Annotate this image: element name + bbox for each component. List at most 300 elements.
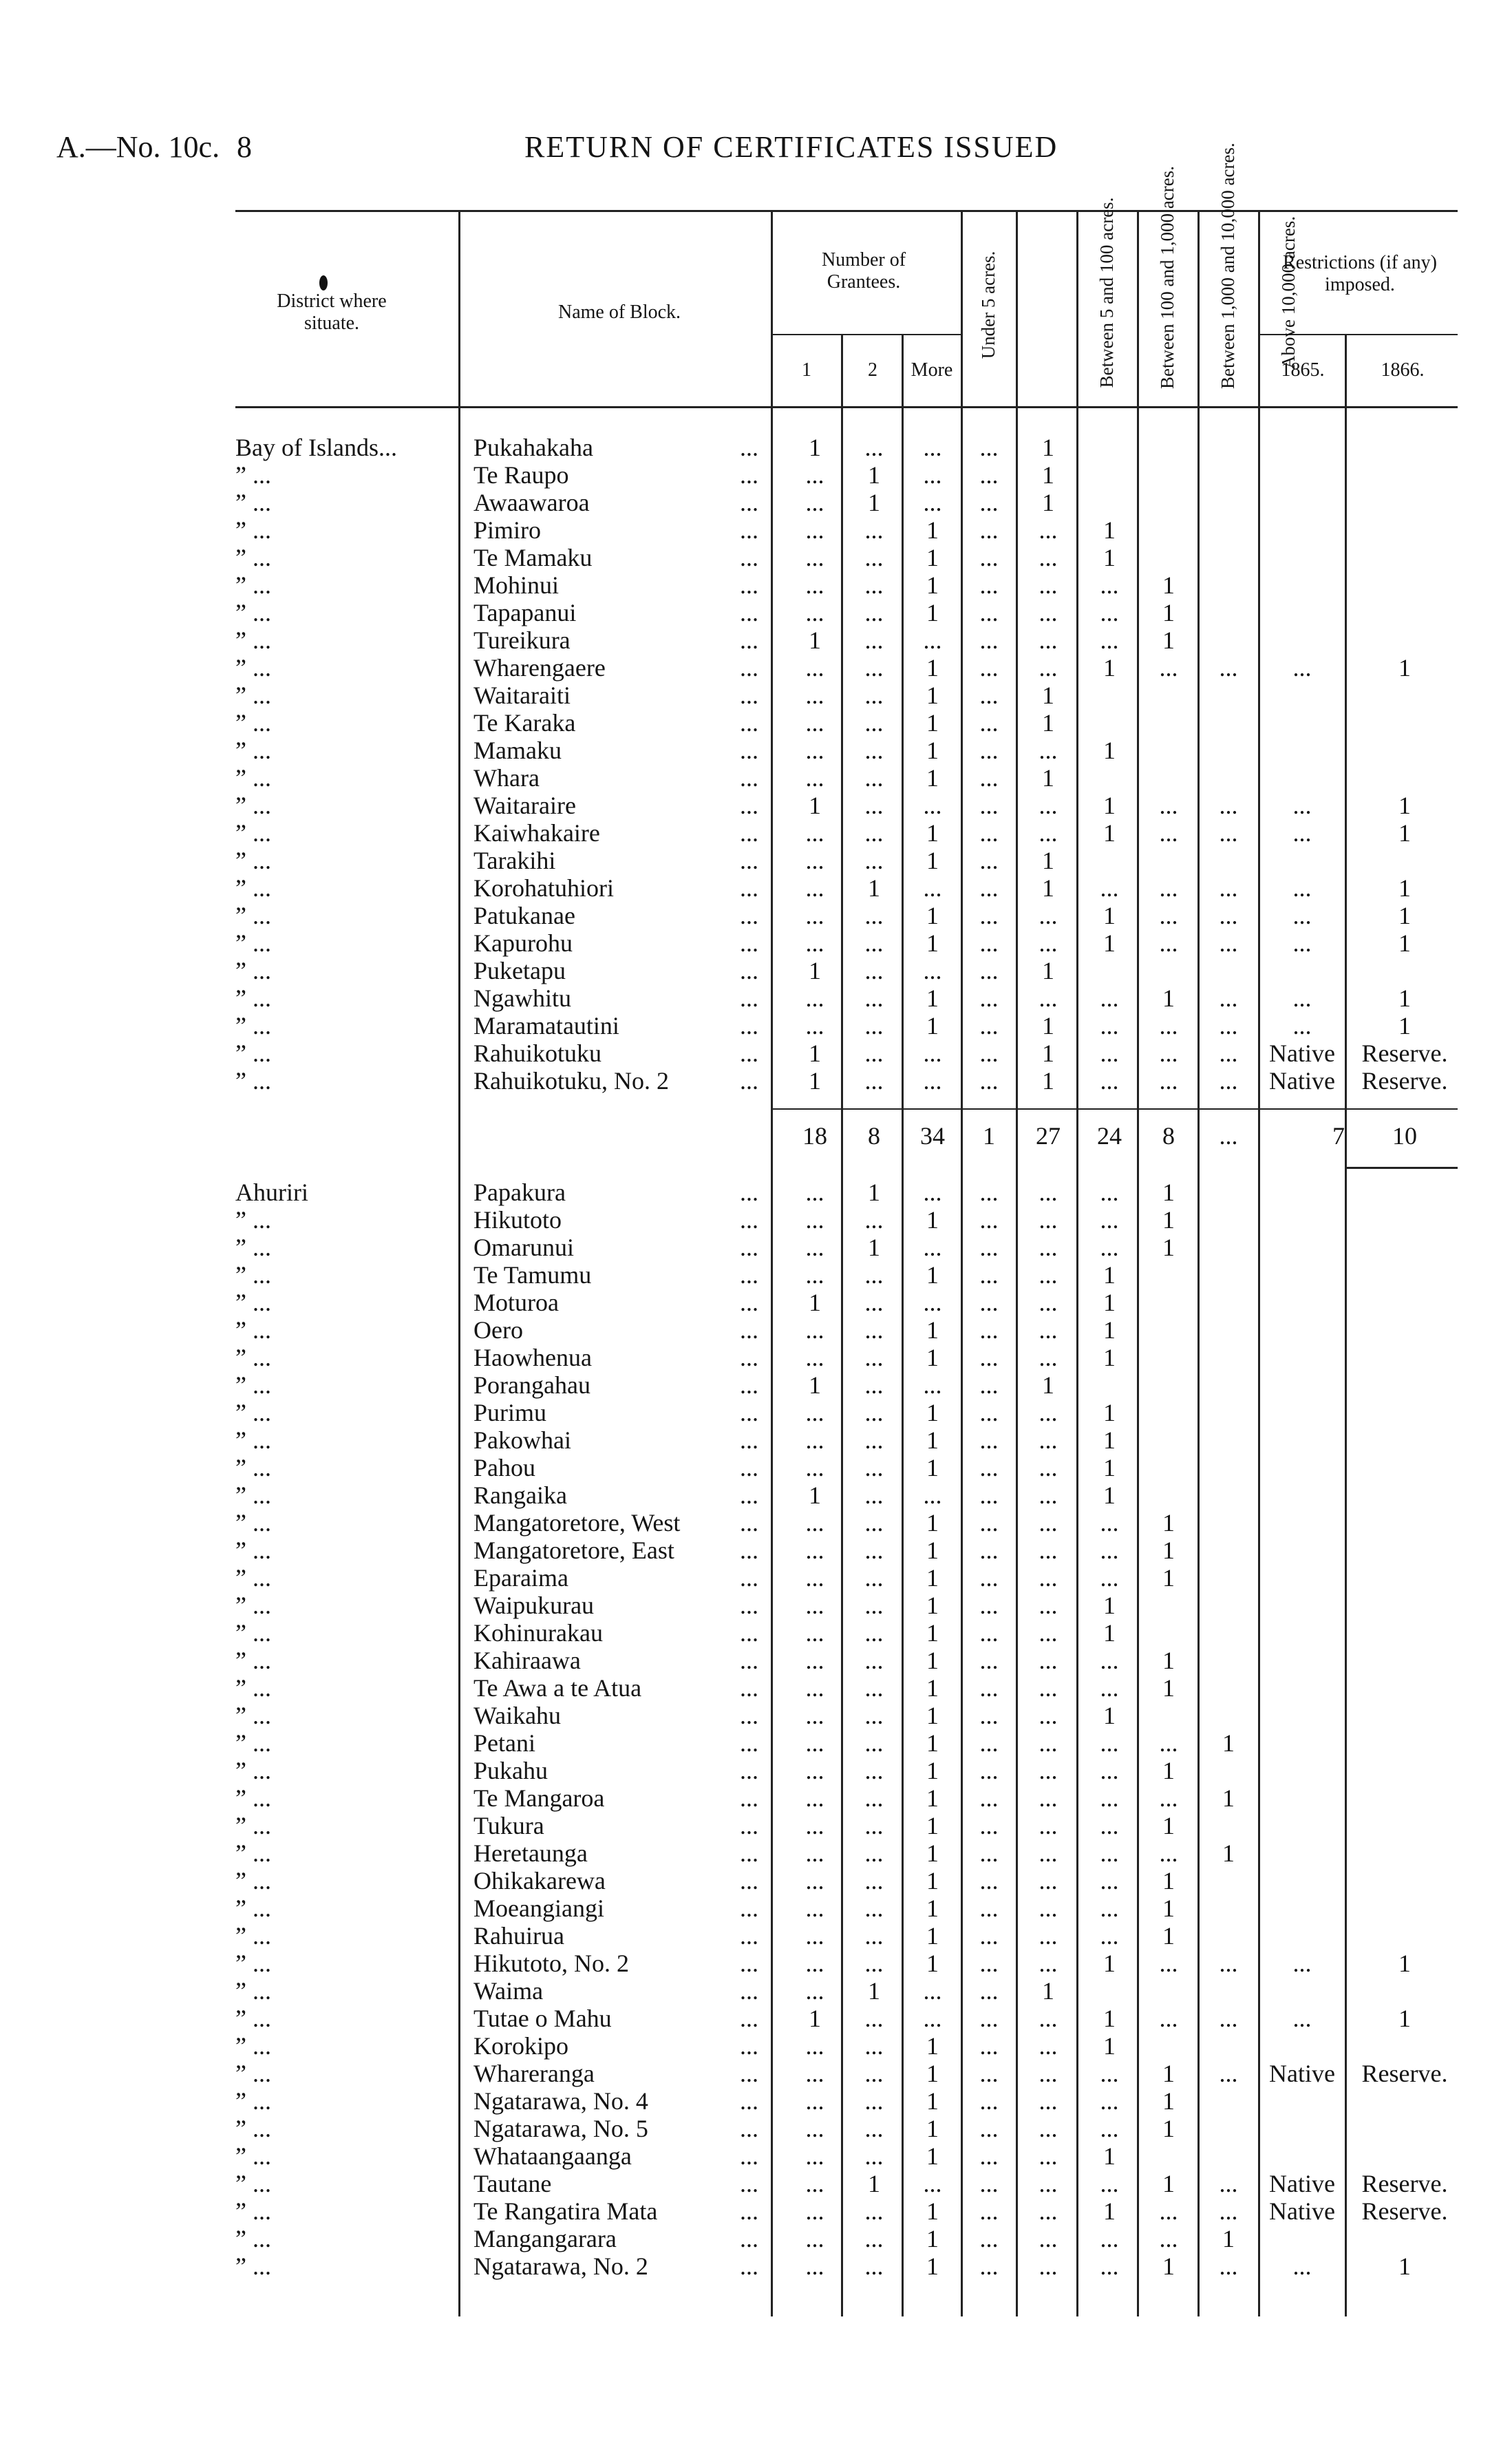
value-cell: 1 xyxy=(926,1950,939,1977)
value-cell: 1 xyxy=(926,1674,939,1702)
value-cell: ... xyxy=(1039,1950,1058,1977)
block-name: Awaawaroa xyxy=(473,489,590,516)
total-cell: 34 xyxy=(920,1122,945,1150)
value-cell: ... xyxy=(1039,902,1058,929)
value-cell: ... xyxy=(1219,929,1238,957)
value-cell: ... xyxy=(1039,1839,1058,1867)
value-cell: ... xyxy=(923,489,942,516)
district-cell: ” ... xyxy=(235,957,271,984)
value-cell: 1 xyxy=(1162,599,1175,626)
value-cell: 1 xyxy=(1162,626,1175,654)
value-cell: ... xyxy=(1039,1509,1058,1537)
value-cell: 1 xyxy=(926,709,939,737)
value-cell: ... xyxy=(864,737,884,764)
value-cell: ... xyxy=(1039,2225,1058,2252)
district-cell: ” ... xyxy=(235,764,271,792)
value-cell: ... xyxy=(864,599,884,626)
value-cell: ... xyxy=(805,1399,824,1426)
value-cell: ... xyxy=(1039,1922,1058,1950)
value-cell: ... xyxy=(1219,654,1238,682)
block-name: Mangatoretore, West xyxy=(473,1509,681,1537)
table-row xyxy=(0,929,1512,957)
value-cell: 1 xyxy=(1162,1537,1175,1564)
district-cell: ” ... xyxy=(235,2252,271,2280)
value-cell: ... xyxy=(1039,599,1058,626)
value-cell: Reserve. xyxy=(1361,1039,1448,1067)
leader-dots: ... xyxy=(740,544,758,571)
value-cell: ... xyxy=(864,626,884,654)
value-cell: 1 xyxy=(1103,1344,1116,1371)
value-cell: 1 xyxy=(809,2005,821,2032)
value-cell: Native xyxy=(1269,2197,1335,2225)
value-cell: ... xyxy=(1219,984,1238,1012)
value-cell: 1 xyxy=(1042,847,1054,874)
value-cell: ... xyxy=(979,682,999,709)
value-cell: ... xyxy=(805,1950,824,1977)
district-cell: ” ... xyxy=(235,792,271,819)
value-cell: 1 xyxy=(809,957,821,984)
value-cell: 1 xyxy=(1162,1234,1175,1261)
district-cell: ” ... xyxy=(235,2197,271,2225)
value-cell: ... xyxy=(979,1647,999,1674)
total-cell: 18 xyxy=(802,1122,827,1150)
table-row xyxy=(0,516,1512,544)
block-name: Moturoa xyxy=(473,1289,559,1316)
table-row xyxy=(0,1867,1512,1894)
value-cell: ... xyxy=(805,1619,824,1647)
value-cell: 1 xyxy=(868,1977,880,2005)
table-row xyxy=(0,1454,1512,1481)
table-row xyxy=(0,1289,1512,1316)
value-cell: ... xyxy=(1219,2252,1238,2280)
leader-dots: ... xyxy=(740,2005,758,2032)
table-row xyxy=(0,2087,1512,2115)
value-cell: ... xyxy=(864,1067,884,1095)
district-cell: ” ... xyxy=(235,1344,271,1371)
leader-dots: ... xyxy=(740,1647,758,1674)
value-cell: 1 xyxy=(1103,1950,1116,1977)
value-cell: ... xyxy=(979,626,999,654)
value-cell: 1 xyxy=(926,544,939,571)
value-cell: ... xyxy=(1159,792,1178,819)
value-cell: ... xyxy=(1100,1564,1119,1592)
value-cell: 1 xyxy=(1103,1702,1116,1729)
value-cell: 1 xyxy=(926,1206,939,1234)
value-cell: ... xyxy=(1039,1647,1058,1674)
value-cell: ... xyxy=(979,1481,999,1509)
value-cell: ... xyxy=(864,2060,884,2087)
value-cell: ... xyxy=(864,1812,884,1839)
value-cell: ... xyxy=(805,1784,824,1812)
table-row xyxy=(0,1234,1512,1261)
value-cell: ... xyxy=(864,1509,884,1537)
value-cell: ... xyxy=(979,1894,999,1922)
value-cell: 1 xyxy=(1103,1289,1116,1316)
header-between-100-and-1000-acres: Between 100 and 1,000 acres. xyxy=(1157,166,1178,389)
value-cell: ... xyxy=(1292,1012,1312,1039)
district-cell: Ahuriri xyxy=(235,1179,308,1206)
value-cell: ... xyxy=(1039,1234,1058,1261)
table-row xyxy=(0,2252,1512,2280)
value-cell: ... xyxy=(1039,516,1058,544)
block-name: Tukura xyxy=(473,1812,544,1839)
district-cell: ” ... xyxy=(235,2005,271,2032)
value-cell: ... xyxy=(1100,1179,1119,1206)
header-grantees-1: 1 xyxy=(802,359,811,381)
value-cell: ... xyxy=(1039,1179,1058,1206)
block-name: Te Rangatira Mata xyxy=(473,2197,658,2225)
value-cell: ... xyxy=(1039,571,1058,599)
value-cell: ... xyxy=(1100,2170,1119,2197)
leader-dots: ... xyxy=(740,1812,758,1839)
leader-dots: ... xyxy=(740,2252,758,2280)
value-cell: 1 xyxy=(1398,929,1411,957)
value-cell: 1 xyxy=(1162,1674,1175,1702)
value-cell: Reserve. xyxy=(1361,2197,1448,2225)
leader-dots: ... xyxy=(740,1674,758,1702)
table-row xyxy=(0,1481,1512,1509)
value-cell: 1 xyxy=(926,737,939,764)
leader-dots: ... xyxy=(740,682,758,709)
header-grantees-more: More xyxy=(911,359,953,381)
leader-dots: ... xyxy=(740,1344,758,1371)
value-cell: 1 xyxy=(926,571,939,599)
district-cell: ” ... xyxy=(235,2225,271,2252)
value-cell: ... xyxy=(1039,1812,1058,1839)
value-cell: ... xyxy=(979,1537,999,1564)
value-cell: Native xyxy=(1269,2060,1335,2087)
table-row xyxy=(0,1012,1512,1039)
value-cell: 1 xyxy=(1103,902,1116,929)
value-cell: ... xyxy=(1292,819,1312,847)
value-cell: ... xyxy=(805,1454,824,1481)
value-cell: 1 xyxy=(1042,1039,1054,1067)
value-cell: 1 xyxy=(1162,984,1175,1012)
value-cell: ... xyxy=(1100,1729,1119,1757)
value-cell: Native xyxy=(1269,1039,1335,1067)
block-name: Te Mangaroa xyxy=(473,1784,605,1812)
value-cell: ... xyxy=(864,2252,884,2280)
value-cell: ... xyxy=(979,2005,999,2032)
leader-dots: ... xyxy=(740,1702,758,1729)
value-cell: ... xyxy=(1039,792,1058,819)
value-cell: ... xyxy=(979,902,999,929)
block-name: Korohatuhiori xyxy=(473,874,614,902)
value-cell: ... xyxy=(864,957,884,984)
table-row xyxy=(0,2005,1512,2032)
value-cell: 1 xyxy=(1042,1012,1054,1039)
value-cell: ... xyxy=(979,929,999,957)
value-cell: ... xyxy=(864,2197,884,2225)
value-cell: ... xyxy=(1219,874,1238,902)
table-row xyxy=(0,1647,1512,1674)
value-cell: ... xyxy=(1292,874,1312,902)
value-cell: ... xyxy=(805,819,824,847)
value-cell: 1 xyxy=(1398,654,1411,682)
block-name: Tapapanui xyxy=(473,599,577,626)
value-cell: ... xyxy=(979,1922,999,1950)
value-cell: ... xyxy=(864,1481,884,1509)
value-cell: ... xyxy=(864,1867,884,1894)
value-cell: 1 xyxy=(926,2032,939,2060)
value-cell: ... xyxy=(1292,792,1312,819)
district-cell: ” ... xyxy=(235,571,271,599)
leader-dots: ... xyxy=(740,434,758,461)
table-row xyxy=(0,1261,1512,1289)
district-cell: ” ... xyxy=(235,1839,271,1867)
value-cell: ... xyxy=(979,1289,999,1316)
value-cell: ... xyxy=(979,1316,999,1344)
value-cell: ... xyxy=(1039,1289,1058,1316)
value-cell: 1 xyxy=(926,1509,939,1537)
value-cell: 1 xyxy=(926,2252,939,2280)
value-cell: 1 xyxy=(868,874,880,902)
value-cell: ... xyxy=(864,902,884,929)
table-row xyxy=(0,1784,1512,1812)
value-cell: ... xyxy=(864,819,884,847)
value-cell: 1 xyxy=(1042,1371,1054,1399)
value-cell: ... xyxy=(864,709,884,737)
district-cell: ” ... xyxy=(235,1399,271,1426)
value-cell: ... xyxy=(979,2087,999,2115)
value-cell: ... xyxy=(979,1509,999,1537)
district-cell: ” ... xyxy=(235,1316,271,1344)
value-cell: ... xyxy=(979,654,999,682)
value-cell: ... xyxy=(1100,1234,1119,1261)
value-cell: ... xyxy=(805,1537,824,1564)
value-cell: ... xyxy=(1159,2005,1178,2032)
header-year-1865: 1865. xyxy=(1281,359,1325,381)
value-cell: ... xyxy=(805,682,824,709)
block-name: Pukahakaha xyxy=(473,434,593,461)
header-number-of-grantees: Number of Grantees. xyxy=(821,249,906,293)
block-name: Kahiraawa xyxy=(473,1647,581,1674)
district-cell: ” ... xyxy=(235,1592,271,1619)
value-cell: ... xyxy=(979,874,999,902)
value-cell: 1 xyxy=(926,1757,939,1784)
district-cell: ” ... xyxy=(235,1234,271,1261)
value-cell: 1 xyxy=(1042,1067,1054,1095)
value-cell: ... xyxy=(1292,654,1312,682)
value-cell: ... xyxy=(805,1179,824,1206)
block-name: Tarakihi xyxy=(473,847,556,874)
block-name: Whataangaanga xyxy=(473,2142,632,2170)
value-cell: ... xyxy=(1159,654,1178,682)
leader-dots: ... xyxy=(740,1234,758,1261)
table-row xyxy=(0,1812,1512,1839)
district-cell: ” ... xyxy=(235,984,271,1012)
value-cell: ... xyxy=(979,1371,999,1399)
value-cell: ... xyxy=(1159,874,1178,902)
value-cell: ... xyxy=(1100,571,1119,599)
value-cell: ... xyxy=(864,1206,884,1234)
value-cell: 1 xyxy=(809,626,821,654)
leader-dots: ... xyxy=(740,1757,758,1784)
leader-dots: ... xyxy=(740,1261,758,1289)
value-cell: Reserve. xyxy=(1361,2060,1448,2087)
leader-dots: ... xyxy=(740,737,758,764)
value-cell: ... xyxy=(1039,1399,1058,1426)
value-cell: ... xyxy=(979,2032,999,2060)
value-cell: ... xyxy=(805,599,824,626)
value-cell: ... xyxy=(923,2170,942,2197)
table-row xyxy=(0,984,1512,1012)
district-cell: ” ... xyxy=(235,1289,271,1316)
block-name: Korokipo xyxy=(473,2032,568,2060)
value-cell: 1 xyxy=(809,1289,821,1316)
total-cell: 8 xyxy=(868,1122,880,1150)
value-cell: 1 xyxy=(1103,1261,1116,1289)
leader-dots: ... xyxy=(740,2032,758,2060)
block-name: Purimu xyxy=(473,1399,547,1426)
value-cell: 1 xyxy=(1222,1729,1235,1757)
district-cell: ” ... xyxy=(235,2115,271,2142)
value-cell: ... xyxy=(864,1839,884,1867)
leader-dots: ... xyxy=(740,654,758,682)
block-name: Rahuikotuku xyxy=(473,1039,601,1067)
value-cell: ... xyxy=(979,1757,999,1784)
value-cell: ... xyxy=(864,1564,884,1592)
value-cell: ... xyxy=(864,2032,884,2060)
value-cell: ... xyxy=(1219,902,1238,929)
value-cell: ... xyxy=(979,1674,999,1702)
table-row xyxy=(0,1922,1512,1950)
value-cell: 1 xyxy=(926,682,939,709)
value-cell: ... xyxy=(805,2087,824,2115)
leader-dots: ... xyxy=(740,1977,758,2005)
block-name: Te Karaka xyxy=(473,709,576,737)
table-row xyxy=(0,2170,1512,2197)
value-cell: ... xyxy=(1039,1867,1058,1894)
value-cell: ... xyxy=(1219,819,1238,847)
block-name: Haowhenua xyxy=(473,1344,592,1371)
value-cell: ... xyxy=(1100,2252,1119,2280)
block-name: Tautane xyxy=(473,2170,552,2197)
value-cell: 1 xyxy=(1162,2060,1175,2087)
value-cell: ... xyxy=(979,489,999,516)
table-row xyxy=(0,544,1512,571)
value-cell: ... xyxy=(864,544,884,571)
block-name: Te Awa a te Atua xyxy=(473,1674,642,1702)
table-row xyxy=(0,902,1512,929)
value-cell: ... xyxy=(1100,1757,1119,1784)
district-cell: ” ... xyxy=(235,2032,271,2060)
grantees-subheader-rule xyxy=(771,334,962,335)
value-cell: 1 xyxy=(1103,1316,1116,1344)
value-cell: 1 xyxy=(926,2197,939,2225)
value-cell: ... xyxy=(1100,1647,1119,1674)
value-cell: ... xyxy=(805,2170,824,2197)
value-cell: ... xyxy=(1100,1674,1119,1702)
value-cell: 1 xyxy=(868,1179,880,1206)
value-cell: ... xyxy=(805,1564,824,1592)
value-cell: ... xyxy=(979,1179,999,1206)
value-cell: 1 xyxy=(1162,571,1175,599)
table-row xyxy=(0,1977,1512,2005)
value-cell: 1 xyxy=(1162,1757,1175,1784)
block-name: Waima xyxy=(473,1977,544,2005)
value-cell: ... xyxy=(864,2225,884,2252)
value-cell: ... xyxy=(979,1839,999,1867)
leader-dots: ... xyxy=(740,1426,758,1454)
leader-dots: ... xyxy=(740,984,758,1012)
district-cell: ” ... xyxy=(235,1977,271,2005)
value-cell: 1 xyxy=(1222,2225,1235,2252)
value-cell: ... xyxy=(805,544,824,571)
table-row xyxy=(0,2115,1512,2142)
value-cell: ... xyxy=(1039,2060,1058,2087)
value-cell: ... xyxy=(1100,1039,1119,1067)
value-cell: ... xyxy=(923,792,942,819)
table-row xyxy=(0,1344,1512,1371)
block-name: Hikutoto, No. 2 xyxy=(473,1950,630,1977)
value-cell: 1 xyxy=(926,1592,939,1619)
value-cell: 1 xyxy=(1398,2005,1411,2032)
value-cell: ... xyxy=(805,489,824,516)
value-cell: 1 xyxy=(1162,1509,1175,1537)
value-cell: ... xyxy=(805,1647,824,1674)
value-cell: 1 xyxy=(1398,792,1411,819)
district-cell: ” ... xyxy=(235,2060,271,2087)
value-cell: 1 xyxy=(1162,1812,1175,1839)
value-cell: 1 xyxy=(1103,819,1116,847)
value-cell: ... xyxy=(1039,1702,1058,1729)
table-row xyxy=(0,2032,1512,2060)
block-name: Te Raupo xyxy=(473,461,569,489)
table-row xyxy=(0,764,1512,792)
value-cell: ... xyxy=(864,847,884,874)
value-cell: 1 xyxy=(926,1839,939,1867)
value-cell: ... xyxy=(805,2142,824,2170)
value-cell: ... xyxy=(979,544,999,571)
district-cell: ” ... xyxy=(235,1619,271,1647)
block-name: Omarunui xyxy=(473,1234,574,1261)
value-cell: ... xyxy=(864,1399,884,1426)
value-cell: ... xyxy=(864,1729,884,1757)
value-cell: ... xyxy=(923,1179,942,1206)
table-row xyxy=(0,1674,1512,1702)
value-cell: 1 xyxy=(926,819,939,847)
value-cell: 1 xyxy=(1162,2115,1175,2142)
table-row xyxy=(0,1729,1512,1757)
value-cell: 1 xyxy=(926,1426,939,1454)
value-cell: ... xyxy=(1100,1509,1119,1537)
table-row xyxy=(0,1537,1512,1564)
table-row xyxy=(0,2060,1512,2087)
value-cell: ... xyxy=(805,709,824,737)
value-cell: 1 xyxy=(1103,2142,1116,2170)
block-name: Mangangarara xyxy=(473,2225,617,2252)
leader-dots: ... xyxy=(740,792,758,819)
table-row xyxy=(0,682,1512,709)
district-cell: ” ... xyxy=(235,1922,271,1950)
value-cell: ... xyxy=(979,1454,999,1481)
block-name: Moeangiangi xyxy=(473,1894,604,1922)
block-name: Kohinurakau xyxy=(473,1619,603,1647)
block-name: Pukahu xyxy=(473,1757,548,1784)
value-cell: ... xyxy=(805,1839,824,1867)
leader-dots: ... xyxy=(740,1454,758,1481)
value-cell: 1 xyxy=(926,1867,939,1894)
value-cell: 1 xyxy=(926,1399,939,1426)
value-cell: 1 xyxy=(926,847,939,874)
total-cell: 8 xyxy=(1162,1122,1175,1150)
block-name: Hikutoto xyxy=(473,1206,562,1234)
table-row xyxy=(0,957,1512,984)
value-cell: ... xyxy=(1292,984,1312,1012)
value-cell: 1 xyxy=(926,1261,939,1289)
table-row xyxy=(0,737,1512,764)
